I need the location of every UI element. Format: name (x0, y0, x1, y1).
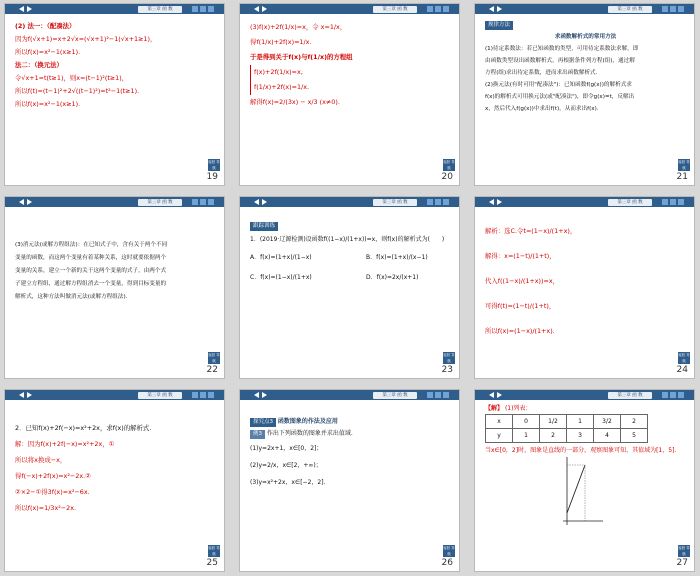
slide-header (240, 4, 459, 14)
return-button[interactable]: 返回 导航 (678, 160, 690, 170)
table-row (486, 415, 648, 429)
prev-icon[interactable] (19, 392, 24, 398)
square-icon (662, 392, 668, 398)
square-icon (208, 199, 214, 205)
text-line: 解析式，这种方法叫做消元法(或解方程组法). (15, 294, 128, 300)
text-line: 令√x+1=t(t≥1)，则x=(t−1)²(t≥1)， (15, 74, 129, 82)
next-icon[interactable] (497, 199, 502, 205)
chapter-chip: 第三章 函 数 (373, 392, 417, 399)
square-icon (678, 199, 684, 205)
table-cell: 2 (540, 429, 567, 443)
prev-icon[interactable] (254, 392, 259, 398)
square-icon (678, 392, 684, 398)
slide-header (475, 390, 694, 400)
slide-number: 23 (441, 365, 453, 375)
next-icon[interactable] (497, 6, 502, 12)
return-button[interactable]: 返回 导航 (678, 546, 690, 556)
question-text: 2．已知f(x)+2f(−x)=x²+2x，求f(x)的解析式. (15, 424, 152, 432)
chapter-chip: 第三章 函 数 (138, 392, 182, 399)
chapter-chip: 第三章 函 数 (373, 6, 417, 13)
text-line: 所以f(x)=(1−x)/(1+x). (485, 327, 555, 335)
slide-number: 20 (441, 172, 453, 182)
table-cell: 4 (594, 429, 621, 443)
text-line: 当x∈[0，2]时，图象是直线的一部分，观察图象可知，其值域为[1，5]. (485, 447, 677, 454)
square-icon (435, 199, 441, 205)
slide-25[interactable] (4, 389, 225, 572)
slide-19[interactable] (4, 3, 225, 186)
square-icon (443, 6, 449, 12)
text-line: f(1/x)+2f(x)=1/x. (254, 83, 310, 91)
table-cell: 0 (513, 415, 540, 429)
square-icon (427, 6, 433, 12)
text-line: f(x)+2f(1/x)=x, (254, 68, 303, 76)
section-tag: 跟踪训练 (250, 222, 278, 231)
table-cell: 3 (567, 429, 594, 443)
text-line: ②×2−①得3f(x)=x²−6x. (15, 488, 90, 496)
prev-icon[interactable] (489, 392, 494, 398)
square-icon (200, 6, 206, 12)
text-line: (3)f(x)+2f(1/x)=x，令 x=1/x， (250, 23, 347, 31)
slide-header (475, 197, 694, 207)
chapter-chip: 第三章 函 数 (608, 6, 652, 13)
text-line: 方程(组)求出待定系数，进而求出函数解析式. (485, 70, 598, 76)
chapter-chip: 第三章 函 数 (608, 392, 652, 399)
return-button[interactable]: 返回 导航 (208, 353, 220, 363)
next-icon[interactable] (262, 199, 267, 205)
square-icon (200, 199, 206, 205)
square-icon (427, 199, 433, 205)
square-icon (200, 392, 206, 398)
table-cell: 1/2 (540, 415, 567, 429)
line-segment (567, 465, 585, 513)
text-line: 解得f(x)=2/(3x) − x/3 (x≠0). (250, 98, 340, 106)
return-button[interactable]: 返回 导航 (443, 353, 455, 363)
slide-number: 19 (206, 172, 218, 182)
text-line: 变量的关系，建立一个新的关于这两个变量的式子，由两个式 (15, 268, 167, 274)
square-icon (208, 392, 214, 398)
text-line: 于是得到关于f(x)与f(1/x)的方程组 (250, 53, 353, 61)
text-line: (3)y=x²+2x，x∈[−2，2]. (250, 479, 326, 486)
prev-icon[interactable] (254, 6, 259, 12)
table-cell: y (486, 429, 513, 443)
text-line: 得f(−x)+2f(x)=x²−2x.② (15, 472, 91, 480)
text-line: 解析：选C.令t=(1−x)/(1+x)， (485, 227, 577, 235)
text-line: x，然后代入f(g(x))中求出f(t)，从而求出f(x). (485, 106, 599, 112)
square-icon (435, 6, 441, 12)
equation-system (250, 65, 451, 95)
square-icon (443, 199, 449, 205)
text-line: (1)列表： (504, 405, 532, 412)
next-icon[interactable] (27, 6, 32, 12)
slide-number: 22 (206, 365, 218, 375)
text-line: 所以将x换成−x， (15, 456, 67, 464)
chapter-chip: 第三章 函 数 (138, 199, 182, 206)
text-line: 所以f(t)=(t−1)²+2√((t−1)²)=t²−1(t≥1). (15, 87, 140, 95)
chapter-chip: 第三章 函 数 (373, 199, 417, 206)
square-icon (443, 392, 449, 398)
square-icon (678, 6, 684, 12)
text-line: (1)待定系数法：若已知函数的类型，可用待定系数法求解，即 (485, 46, 639, 52)
slide-header (5, 4, 224, 14)
text-line: 可得f(t)=(1−t)/(1+t)， (485, 302, 556, 310)
return-button[interactable]: 返回 导航 (208, 546, 220, 556)
text-line: (2)换元法(有时可用"配凑法")：已知函数f(g(x))的解析式求 (485, 82, 632, 88)
square-icon (427, 392, 433, 398)
option-b[interactable]: B．f(x)=(1+x)/(x−1) (366, 254, 428, 261)
slide-header (5, 197, 224, 207)
graph (555, 455, 605, 527)
slide-number: 27 (676, 558, 688, 568)
text-line: 所以f(x)=x²−1(x≥1). (15, 100, 81, 108)
next-icon[interactable] (27, 199, 32, 205)
text-line: (1)y=2x+1，x∈[0，2]； (250, 445, 323, 452)
prev-icon[interactable] (19, 199, 24, 205)
text-line: 变量的函数，而这两个变量有着某种关系，这时就要依据两个 (15, 255, 167, 261)
slide-header (475, 4, 694, 14)
square-icon (670, 6, 676, 12)
text-line: (3)消元法(或解方程组法)：在已知式子中，含有关于两个不同 (15, 242, 168, 248)
square-icon (662, 6, 668, 12)
table-cell: 3/2 (594, 415, 621, 429)
text-line: (2)y=2/x，x∈[2，+∞)； (250, 462, 322, 469)
prev-icon[interactable] (254, 199, 259, 205)
prev-icon[interactable] (489, 6, 494, 12)
text-line: 由函数类型设出函数解析式，再根据条件列方程(组)，通过解 (485, 58, 635, 64)
question-text: 1．(2019·辽源检测)设函数f((1−x)/(1+x))=x，则f(x)的解析式为( ) (250, 236, 445, 243)
text-line: 所以f(x)=x²−1(x≥1). (15, 48, 81, 56)
square-icon (192, 392, 198, 398)
example-badge: 例3 (250, 430, 265, 439)
slide-number: 26 (441, 558, 453, 568)
slide-number: 21 (676, 172, 688, 182)
next-icon[interactable] (262, 6, 267, 12)
square-icon (208, 6, 214, 12)
text-line: 作出下列函数的图象并求出值域. (266, 430, 353, 437)
option-a[interactable]: A．f(x)=(1+x)/(1−x) (250, 254, 312, 261)
next-icon[interactable] (27, 392, 32, 398)
square-icon (192, 199, 198, 205)
table-cell: 2 (621, 415, 648, 429)
table-cell: 1 (567, 415, 594, 429)
text-line: f(x)的解析式可用换元法(或"配凑法")，即令g(x)=t，反解出 (485, 94, 635, 100)
text-line: 解得：x=(1−t)/(1+t)， (485, 252, 556, 260)
return-button[interactable]: 返回 导航 (678, 353, 690, 363)
slide-24[interactable] (474, 196, 695, 379)
slide-number: 24 (676, 365, 688, 375)
slide-22[interactable] (4, 196, 225, 379)
slide-header (240, 197, 459, 207)
slide-23[interactable] (239, 196, 460, 379)
text-line: 所以f(x)=1/3x²−2x. (15, 504, 77, 512)
slide-header (5, 390, 224, 400)
table-cell: 5 (621, 429, 648, 443)
option-c[interactable]: C．f(x)=(1−x)/(1+x) (250, 274, 312, 281)
slide-20[interactable] (239, 3, 460, 186)
chapter-chip: 第三章 函 数 (608, 199, 652, 206)
text-line: 得f(1/x)+2f(x)=1/x. (250, 38, 312, 46)
section-title: 函数图象的作法及应用 (277, 418, 338, 425)
next-icon[interactable] (497, 392, 502, 398)
slide-header (240, 390, 459, 400)
text-line: 法二：（换元法） (15, 61, 63, 69)
square-icon (192, 6, 198, 12)
return-button[interactable]: 返回 导航 (443, 160, 455, 170)
text-line: (2) 法一：（配凑法） (15, 22, 76, 30)
table-cell: 1 (513, 429, 540, 443)
section-title: 求函数解析式的常用方法 (554, 34, 617, 40)
text-line: 解：因为f(x)+2f(−x)=x²+2x，① (15, 440, 115, 448)
return-button[interactable]: 返回 导航 (443, 546, 455, 556)
slide-26[interactable] (239, 389, 460, 572)
return-button[interactable]: 返回 导航 (208, 160, 220, 170)
text-line: 子建立方程组，通过解方程组消去一个变量，得到目标变量的 (15, 281, 167, 287)
table-row (486, 429, 648, 443)
text-line: 代入f((1−x)/(1+x))=x， (485, 277, 560, 285)
prev-icon[interactable] (19, 6, 24, 12)
text-line: 因为f(√x+1)=x+2√x=(√x+1)²−1(√x+1≥1)， (15, 35, 157, 43)
table-cell: x (486, 415, 513, 429)
prev-icon[interactable] (489, 199, 494, 205)
square-icon (670, 392, 676, 398)
square-icon (435, 392, 441, 398)
slide-number: 25 (206, 558, 218, 568)
section-tag: 探究点3 (250, 418, 276, 427)
section-tag: 规律方法 (485, 21, 513, 30)
next-icon[interactable] (262, 392, 267, 398)
slide-21[interactable] (474, 3, 695, 186)
value-table (485, 414, 648, 443)
option-d[interactable]: D．f(x)=2x/(x+1) (366, 274, 419, 281)
square-icon (670, 199, 676, 205)
square-icon (662, 199, 668, 205)
slide-27[interactable] (474, 389, 695, 572)
answer-tag: 【解】 (485, 405, 504, 412)
chapter-chip: 第三章 函 数 (138, 6, 182, 13)
